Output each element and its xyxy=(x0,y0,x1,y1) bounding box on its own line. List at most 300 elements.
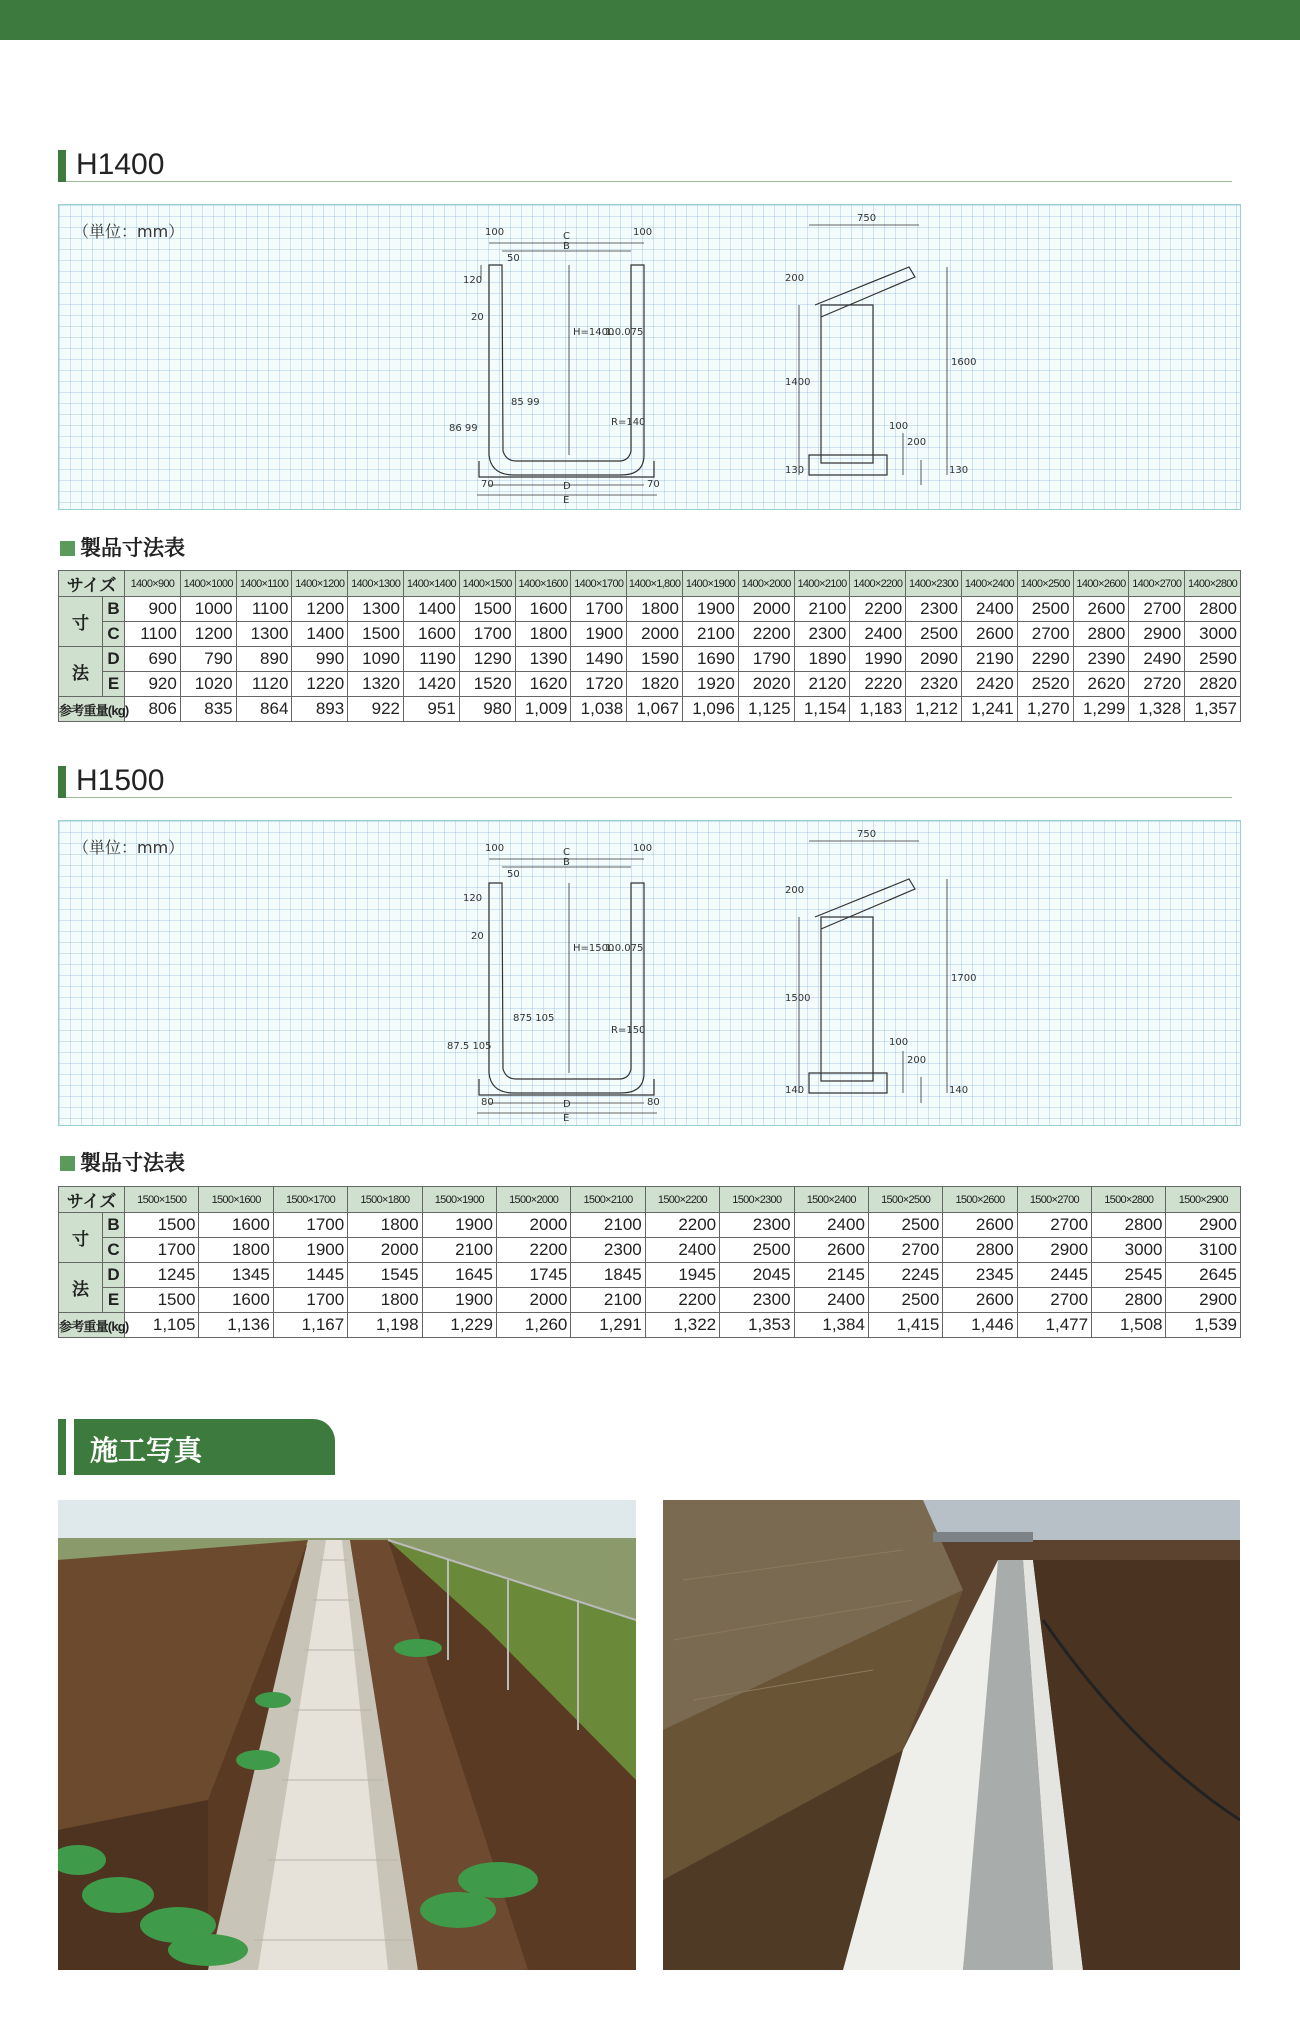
size-header: 1400×2400 xyxy=(961,571,1017,597)
drawing-panel-h1400 xyxy=(58,204,1241,510)
size-header: 1400×1600 xyxy=(515,571,571,597)
table-cell: 1620 xyxy=(515,672,571,697)
size-header: 1400×1300 xyxy=(348,571,404,597)
dimension-key: D xyxy=(103,647,125,672)
table-cell: 1800 xyxy=(515,622,571,647)
table-cell: 1800 xyxy=(199,1238,273,1263)
dimension-key: E xyxy=(103,672,125,697)
construction-photo-1 xyxy=(58,1500,636,1970)
table-cell: 2500 xyxy=(1017,597,1073,622)
table-cell: 2300 xyxy=(794,622,850,647)
table-cell: 1300 xyxy=(348,597,404,622)
table-cell: 2100 xyxy=(571,1213,645,1238)
section-marker xyxy=(58,766,66,798)
label-130-right: 130 xyxy=(949,465,969,476)
label-200-side: 200 xyxy=(907,1055,927,1066)
label-100-left: 100 xyxy=(485,227,505,238)
weight-cell: 1,446 xyxy=(943,1313,1017,1338)
table-cell: 1400 xyxy=(404,597,460,622)
dimension-key: B xyxy=(103,1213,125,1238)
table-cell: 1100 xyxy=(125,622,181,647)
weight-cell: 1,198 xyxy=(348,1313,422,1338)
size-header: 1400×2200 xyxy=(850,571,906,597)
table-cell: 1445 xyxy=(273,1263,347,1288)
table-cell: 1820 xyxy=(627,672,683,697)
table-cell: 1200 xyxy=(180,622,236,647)
table-cell: 2900 xyxy=(1166,1213,1241,1238)
weight-cell: 1,260 xyxy=(496,1313,570,1338)
table-cell: 2445 xyxy=(1017,1263,1091,1288)
label-b: B xyxy=(563,857,570,868)
table-cell: 1490 xyxy=(571,647,627,672)
label-120: 120 xyxy=(463,275,483,286)
table-cell: 1845 xyxy=(571,1263,645,1288)
label-c: C xyxy=(563,847,570,858)
size-header: 1500×1600 xyxy=(199,1187,273,1213)
label-slope: 1:0.075 xyxy=(605,327,644,338)
section-header-h1500 xyxy=(58,766,1232,798)
table-cell: 1345 xyxy=(199,1263,273,1288)
top-color-bar xyxy=(0,0,1300,40)
section-marker xyxy=(58,1419,66,1475)
table-cell: 920 xyxy=(125,672,181,697)
table-row xyxy=(59,1238,1241,1263)
table-cell: 2300 xyxy=(720,1288,794,1313)
size-header: 1500×2500 xyxy=(868,1187,942,1213)
size-header: 1500×2900 xyxy=(1166,1187,1241,1213)
table-cell: 1000 xyxy=(180,597,236,622)
weight-cell: 951 xyxy=(404,697,460,722)
table-cell: 1100 xyxy=(236,597,292,622)
size-header: 1500×1500 xyxy=(125,1187,199,1213)
size-header: 1400×1200 xyxy=(292,571,348,597)
table-cell: 3000 xyxy=(1092,1238,1166,1263)
table-cell: 1900 xyxy=(682,597,738,622)
label-e: E xyxy=(563,495,570,506)
label-80-right: 80 xyxy=(647,1097,660,1108)
table-cell: 2500 xyxy=(868,1213,942,1238)
table-cell: 1090 xyxy=(348,647,404,672)
weight-cell: 1,212 xyxy=(906,697,962,722)
unit-label: （単位：mm） xyxy=(73,838,185,857)
table-cell: 1600 xyxy=(199,1213,273,1238)
cross-section-drawing-h1500 xyxy=(389,821,1189,1127)
table-cell: 2400 xyxy=(961,597,1017,622)
table-cell: 1500 xyxy=(125,1288,199,1313)
label-100-left: 100 xyxy=(485,843,505,854)
size-header-row xyxy=(59,571,1241,597)
label-20: 20 xyxy=(471,312,484,323)
table-cell: 2500 xyxy=(868,1288,942,1313)
table-cell: 1200 xyxy=(292,597,348,622)
weight-cell: 1,038 xyxy=(571,697,627,722)
table-cell: 1900 xyxy=(571,622,627,647)
dimension-table-h1400 xyxy=(58,570,1241,722)
size-header: 1400×1400 xyxy=(404,571,460,597)
weight-row xyxy=(59,697,1241,722)
label-875105b: 875 105 xyxy=(513,1013,555,1024)
weight-cell: 806 xyxy=(125,697,181,722)
size-header: 1400×1100 xyxy=(236,571,292,597)
table-cell: 2390 xyxy=(1073,647,1129,672)
section-title: H1400 xyxy=(76,148,165,181)
table-cell: 2200 xyxy=(496,1238,570,1263)
table-row xyxy=(59,647,1241,672)
section-header-h1400 xyxy=(58,150,1232,182)
weight-cell: 1,539 xyxy=(1166,1313,1241,1338)
table-cell: 2720 xyxy=(1129,672,1185,697)
weight-cell: 1,136 xyxy=(199,1313,273,1338)
size-header: 1500×1700 xyxy=(273,1187,347,1213)
table-row xyxy=(59,622,1241,647)
table-cell: 2300 xyxy=(571,1238,645,1263)
table-cell: 1700 xyxy=(273,1213,347,1238)
table-cell: 1390 xyxy=(515,647,571,672)
label-1400: 1400 xyxy=(785,377,811,388)
table-cell: 2245 xyxy=(868,1263,942,1288)
weight-cell: 1,415 xyxy=(868,1313,942,1338)
table-cell: 2300 xyxy=(906,597,962,622)
weight-cell: 893 xyxy=(292,697,348,722)
size-header: 1400×2000 xyxy=(738,571,794,597)
table-cell: 2700 xyxy=(1129,597,1185,622)
weight-cell: 1,508 xyxy=(1092,1313,1166,1338)
table-cell: 2420 xyxy=(961,672,1017,697)
dimension-table-h1500 xyxy=(58,1186,1241,1338)
table-cell: 1920 xyxy=(682,672,738,697)
label-d: D xyxy=(563,481,571,492)
table-cell: 2100 xyxy=(571,1288,645,1313)
table-cell: 2200 xyxy=(645,1213,719,1238)
section-marker xyxy=(58,150,66,182)
dimension-key: B xyxy=(103,597,125,622)
table-cell: 1420 xyxy=(404,672,460,697)
dimension-key: C xyxy=(103,1238,125,1263)
table-cell: 2800 xyxy=(1073,622,1129,647)
label-1700: 1700 xyxy=(951,973,977,984)
size-header: 1400×900 xyxy=(125,571,181,597)
table-cell: 1700 xyxy=(571,597,627,622)
unit-label: （単位：mm） xyxy=(73,222,185,241)
table-cell: 1800 xyxy=(348,1213,422,1238)
dimension-group-label: 寸 xyxy=(59,1213,103,1263)
table-cell: 2600 xyxy=(1073,597,1129,622)
table-cell: 1500 xyxy=(348,622,404,647)
label-1500: 1500 xyxy=(785,993,811,1004)
label-100-right: 100 xyxy=(633,843,653,854)
drawing-panel-h1500 xyxy=(58,820,1241,1126)
label-200-side: 200 xyxy=(907,437,927,448)
table-cell: 2200 xyxy=(645,1288,719,1313)
weight-cell: 1,328 xyxy=(1129,697,1185,722)
table-cell: 1900 xyxy=(273,1238,347,1263)
table-cell: 2800 xyxy=(1185,597,1241,622)
caption-square-icon xyxy=(60,541,75,556)
table-cell: 1520 xyxy=(459,672,515,697)
table-cell: 2345 xyxy=(943,1263,1017,1288)
table-row xyxy=(59,1288,1241,1313)
table-cell: 1745 xyxy=(496,1263,570,1288)
table-cell: 1700 xyxy=(125,1238,199,1263)
table-cell: 1190 xyxy=(404,647,460,672)
label-8699: 86 99 xyxy=(449,423,478,434)
table-cell: 990 xyxy=(292,647,348,672)
label-80-left: 80 xyxy=(481,1097,494,1108)
table-row xyxy=(59,597,1241,622)
table-cell: 1300 xyxy=(236,622,292,647)
weight-cell: 1,096 xyxy=(682,697,738,722)
label-h: H=1500 xyxy=(573,943,615,954)
table-cell: 1900 xyxy=(422,1213,496,1238)
table-cell: 2590 xyxy=(1185,647,1241,672)
table-cell: 1600 xyxy=(515,597,571,622)
section-title: 施工写真 xyxy=(90,1434,203,1467)
table-cell: 2045 xyxy=(720,1263,794,1288)
table-cell: 2100 xyxy=(422,1238,496,1263)
label-70-left: 70 xyxy=(481,479,494,490)
dimension-key: C xyxy=(103,622,125,647)
table-cell: 1945 xyxy=(645,1263,719,1288)
size-header: 1500×2100 xyxy=(571,1187,645,1213)
table-cell: 1700 xyxy=(459,622,515,647)
table-caption-h1400: 製品寸法表 xyxy=(60,532,185,562)
size-header: 1500×2700 xyxy=(1017,1187,1091,1213)
table-cell: 2000 xyxy=(348,1238,422,1263)
weight-cell: 1,125 xyxy=(738,697,794,722)
size-header: 1400×2500 xyxy=(1017,571,1073,597)
table-cell: 3100 xyxy=(1166,1238,1241,1263)
table-cell: 2200 xyxy=(850,597,906,622)
label-b: B xyxy=(563,241,570,252)
table-row xyxy=(59,1263,1241,1288)
label-100-right: 100 xyxy=(633,227,653,238)
table-cell: 2300 xyxy=(720,1213,794,1238)
weight-label: 参考重量(kg) xyxy=(59,1313,125,1338)
weight-cell: 864 xyxy=(236,697,292,722)
weight-label: 参考重量(kg) xyxy=(59,697,125,722)
table-cell: 2800 xyxy=(1092,1288,1166,1313)
label-50: 50 xyxy=(507,253,520,264)
weight-cell: 1,154 xyxy=(794,697,850,722)
table-cell: 2500 xyxy=(720,1238,794,1263)
label-slope: 1:0.075 xyxy=(605,943,644,954)
table-cell: 1720 xyxy=(571,672,627,697)
dimension-group-label: 法 xyxy=(59,1263,103,1313)
weight-cell: 1,322 xyxy=(645,1313,719,1338)
size-header: 1500×1800 xyxy=(348,1187,422,1213)
table-cell: 1400 xyxy=(292,622,348,647)
weight-cell: 1,353 xyxy=(720,1313,794,1338)
table-row xyxy=(59,672,1241,697)
weight-cell: 1,384 xyxy=(794,1313,868,1338)
label-1600: 1600 xyxy=(951,357,977,368)
label-h: H=1400 xyxy=(573,327,615,338)
photo-image xyxy=(663,1500,1240,1970)
table-cell: 1020 xyxy=(180,672,236,697)
table-cell: 2645 xyxy=(1166,1263,1241,1288)
size-header: 1500×2600 xyxy=(943,1187,1017,1213)
weight-cell: 1,105 xyxy=(125,1313,199,1338)
size-header-label: サイズ xyxy=(59,571,125,597)
table-cell: 2490 xyxy=(1129,647,1185,672)
cross-section-drawing-h1400 xyxy=(389,205,1189,511)
weight-cell: 1,299 xyxy=(1073,697,1129,722)
size-header-label: サイズ xyxy=(59,1187,125,1213)
table-cell: 900 xyxy=(125,597,181,622)
size-header: 1400×1900 xyxy=(682,571,738,597)
size-header: 1400×2700 xyxy=(1129,571,1185,597)
table-cell: 1790 xyxy=(738,647,794,672)
label-c: C xyxy=(563,231,570,242)
label-750: 750 xyxy=(857,213,877,224)
table-cell: 2120 xyxy=(794,672,850,697)
table-cell: 2020 xyxy=(738,672,794,697)
table-row xyxy=(59,1213,1241,1238)
table-cell: 2000 xyxy=(627,622,683,647)
table-cell: 2200 xyxy=(738,622,794,647)
table-cell: 2900 xyxy=(1166,1288,1241,1313)
weight-row xyxy=(59,1313,1241,1338)
label-r: R=140 xyxy=(611,417,646,428)
table-cell: 1245 xyxy=(125,1263,199,1288)
size-header: 1500×2300 xyxy=(720,1187,794,1213)
table-cell: 1690 xyxy=(682,647,738,672)
weight-cell: 980 xyxy=(459,697,515,722)
table-cell: 690 xyxy=(125,647,181,672)
weight-cell: 922 xyxy=(348,697,404,722)
dimension-key: E xyxy=(103,1288,125,1313)
table-cell: 2400 xyxy=(794,1213,868,1238)
size-header: 1400×1500 xyxy=(459,571,515,597)
table-cell: 2600 xyxy=(794,1238,868,1263)
label-140-right: 140 xyxy=(949,1085,969,1096)
label-d: D xyxy=(563,1099,571,1110)
table-cell: 1290 xyxy=(459,647,515,672)
table-cell: 2290 xyxy=(1017,647,1073,672)
table-cell: 2800 xyxy=(1092,1213,1166,1238)
size-header: 1500×2800 xyxy=(1092,1187,1166,1213)
size-header-row xyxy=(59,1187,1241,1213)
table-cell: 2145 xyxy=(794,1263,868,1288)
table-cell: 1800 xyxy=(627,597,683,622)
weight-cell: 835 xyxy=(180,697,236,722)
label-750: 750 xyxy=(857,829,877,840)
table-cell: 1120 xyxy=(236,672,292,697)
table-cell: 2800 xyxy=(943,1238,1017,1263)
label-130-left: 130 xyxy=(785,465,805,476)
dimension-key: D xyxy=(103,1263,125,1288)
label-r: R=150 xyxy=(611,1025,646,1036)
label-50: 50 xyxy=(507,869,520,880)
table-cell: 2000 xyxy=(496,1213,570,1238)
table-cell: 2600 xyxy=(943,1288,1017,1313)
size-header: 1400×1,800 xyxy=(627,571,683,597)
caption-square-icon xyxy=(60,1156,75,1171)
weight-cell: 1,067 xyxy=(627,697,683,722)
table-cell: 2900 xyxy=(1129,622,1185,647)
table-cell: 2700 xyxy=(1017,622,1073,647)
table-cell: 2090 xyxy=(906,647,962,672)
size-header: 1400×1000 xyxy=(180,571,236,597)
table-cell: 1500 xyxy=(459,597,515,622)
table-cell: 2700 xyxy=(1017,1213,1091,1238)
weight-cell: 1,291 xyxy=(571,1313,645,1338)
table-cell: 790 xyxy=(180,647,236,672)
table-cell: 3000 xyxy=(1185,622,1241,647)
weight-cell: 1,229 xyxy=(422,1313,496,1338)
size-header: 1400×2800 xyxy=(1185,571,1241,597)
table-cell: 2700 xyxy=(868,1238,942,1263)
table-cell: 1590 xyxy=(627,647,683,672)
table-cell: 2520 xyxy=(1017,672,1073,697)
table-cell: 1500 xyxy=(125,1213,199,1238)
table-cell: 2100 xyxy=(794,597,850,622)
table-cell: 1220 xyxy=(292,672,348,697)
table-cell: 1320 xyxy=(348,672,404,697)
table-cell: 2000 xyxy=(496,1288,570,1313)
label-100-side: 100 xyxy=(889,421,909,432)
size-header: 1400×2300 xyxy=(906,571,962,597)
table-cell: 2700 xyxy=(1017,1288,1091,1313)
size-header: 1400×2100 xyxy=(794,571,850,597)
label-70-right: 70 xyxy=(647,479,660,490)
table-cell: 1600 xyxy=(404,622,460,647)
table-cell: 2900 xyxy=(1017,1238,1091,1263)
table-cell: 1645 xyxy=(422,1263,496,1288)
weight-cell: 1,241 xyxy=(961,697,1017,722)
table-cell: 2400 xyxy=(850,622,906,647)
weight-cell: 1,270 xyxy=(1017,697,1073,722)
label-e: E xyxy=(563,1113,570,1124)
table-cell: 2545 xyxy=(1092,1263,1166,1288)
size-header: 1500×1900 xyxy=(422,1187,496,1213)
size-header: 1500×2400 xyxy=(794,1187,868,1213)
table-cell: 890 xyxy=(236,647,292,672)
section-title: H1500 xyxy=(76,764,165,797)
weight-cell: 1,183 xyxy=(850,697,906,722)
label-200: 200 xyxy=(785,885,805,896)
label-120: 120 xyxy=(463,893,483,904)
size-header: 1500×2200 xyxy=(645,1187,719,1213)
dimension-group-label: 寸 xyxy=(59,597,103,647)
table-cell: 2600 xyxy=(961,622,1017,647)
label-140-left: 140 xyxy=(785,1085,805,1096)
table-cell: 2820 xyxy=(1185,672,1241,697)
table-cell: 2500 xyxy=(906,622,962,647)
dimension-group-label: 法 xyxy=(59,647,103,697)
photo-section-header xyxy=(58,1419,335,1475)
label-20: 20 xyxy=(471,931,484,942)
size-header: 1400×1700 xyxy=(571,571,627,597)
weight-cell: 1,167 xyxy=(273,1313,347,1338)
table-cell: 2100 xyxy=(682,622,738,647)
table-cell: 2000 xyxy=(738,597,794,622)
table-caption-h1500: 製品寸法表 xyxy=(60,1147,185,1177)
table-cell: 2400 xyxy=(794,1288,868,1313)
construction-photo-2 xyxy=(663,1500,1240,1970)
table-cell: 2600 xyxy=(943,1213,1017,1238)
table-cell: 2220 xyxy=(850,672,906,697)
weight-cell: 1,009 xyxy=(515,697,571,722)
table-cell: 2190 xyxy=(961,647,1017,672)
photo-image xyxy=(58,1500,636,1970)
table-cell: 1890 xyxy=(794,647,850,672)
label-875105: 87.5 105 xyxy=(447,1041,492,1052)
table-cell: 2320 xyxy=(906,672,962,697)
size-header: 1400×2600 xyxy=(1073,571,1129,597)
table-cell: 2400 xyxy=(645,1238,719,1263)
label-200: 200 xyxy=(785,273,805,284)
